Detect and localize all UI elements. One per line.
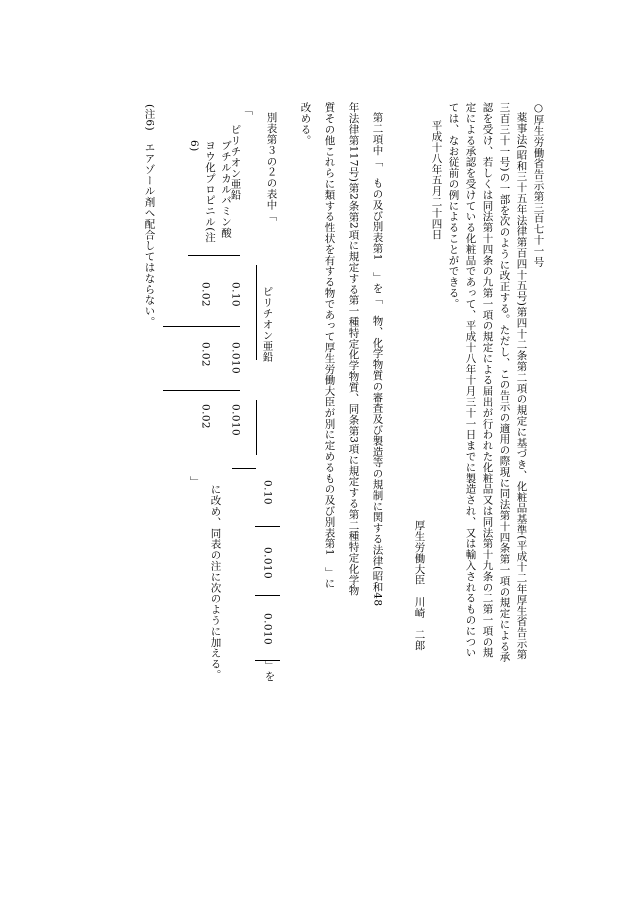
amend2-intro: 別表第３の２の表中「 xyxy=(265,112,278,221)
new-row-end-mark: 」を xyxy=(263,660,276,682)
old-table-rule xyxy=(232,468,256,469)
old-table-quote-close: 」 xyxy=(188,476,202,488)
old-table-cell-value: 0.010 xyxy=(229,342,242,375)
notice-date: 平成十八年五月二十四日 xyxy=(430,120,443,240)
old-table-cell-value: 0.10 xyxy=(229,282,242,307)
old-table-rule xyxy=(256,265,257,360)
amend2-connector: に改め、同表の注に次のように加える。 xyxy=(209,484,222,681)
new-row-rule xyxy=(255,526,280,527)
notice-body-line-3: 認を受け、若しくは同法第十四条の九第一項の規定による届出が行われた化粧品又は同法第十九条の二第一項の規 xyxy=(481,102,494,658)
amend1-line-3: 質その他これらに類する性状を有する物であって厚生労働大臣が別に定めるもの及び別表第1 」に xyxy=(323,102,336,589)
notice-title: ○厚生労働省告示第三百七十一号 xyxy=(532,102,545,267)
minister-signature: 厚生労働大臣 川崎 二郎 xyxy=(413,520,426,651)
new-row-value: 0.010 xyxy=(261,547,274,580)
old-table-rule xyxy=(188,255,240,256)
notice-body-line-5: ては、なお従前の例によることができる。 xyxy=(447,102,460,310)
amend1-line-2: 年法律第117号)第2条第2項に規定する第一種特定化学物質、同条第3項に規定する第二種特定化学物 xyxy=(347,102,360,596)
new-row-name: ピリチオン亜鉛 xyxy=(261,286,274,363)
notice-body-line-2: 三百三十一号)の一部を次のように改正する。ただし、この告示の適用の際現に同法第十四条第一項の規定による承 xyxy=(498,102,511,663)
amend1-line-1: 第二項中「 もの及び別表第1 」を「 物、化学物質の審査及び製造等の規制に関する法律(昭和48 xyxy=(371,112,384,607)
old-table-cell-value: 0.02 xyxy=(199,404,212,429)
table-note-6: (注6) エアゾール剤へ配合してはならない。 xyxy=(143,104,156,328)
amend1-line-4: 改める。 xyxy=(299,102,312,146)
old-table-cell-value: 0.02 xyxy=(199,282,212,307)
new-row-value: 0.010 xyxy=(261,613,274,646)
old-table-quote-open: 「 xyxy=(240,104,254,116)
old-table-rule xyxy=(163,326,240,327)
old-table-cell-value: 0.010 xyxy=(229,404,242,437)
new-row-value: 0.10 xyxy=(261,480,274,505)
notice-body-line-4: 定による承認を受けている化粧品であって、平成十八年十月三十一日までに製造され、又は輸入されるものについ xyxy=(464,102,477,658)
old-table-cell-value: 0.02 xyxy=(199,342,212,367)
old-table-rule xyxy=(163,390,240,391)
old-table-cell-name-1: ピリチオン亜鉛 xyxy=(229,124,242,201)
notice-body-line-1: 薬事法(昭和三十五年法律第百四十五号)第四十二条第二項の規定に基づき、化粧品基準(平成十二年厚生省告示第 xyxy=(515,112,528,660)
old-table-rule xyxy=(256,400,257,455)
old-table-cell-name-2: ブチルカルバミン酸ヨウ化プロピニル(注6) xyxy=(188,140,232,243)
new-row-rule xyxy=(255,595,280,596)
